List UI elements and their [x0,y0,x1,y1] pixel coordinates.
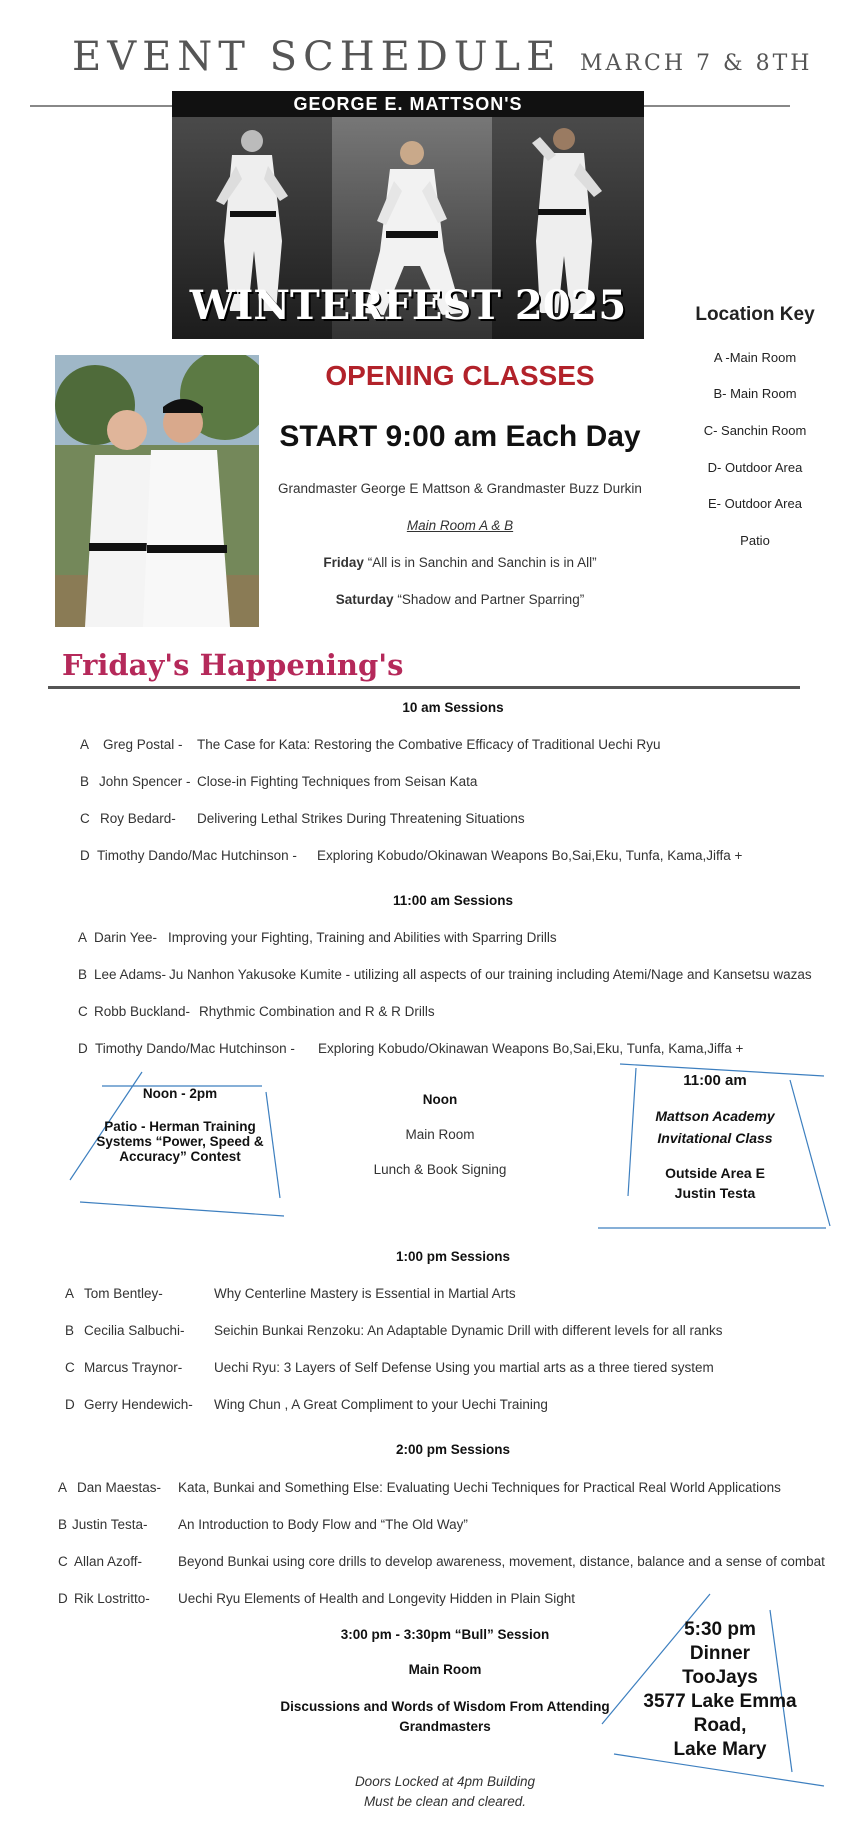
dinner-label: Dinner [689,1643,751,1664]
session-heading-1pm: 1:00 pm Sessions [395,1249,511,1264]
session-topic: Rhythmic Combination and R & R Drills [199,1004,435,1019]
session-presenter: Roy Bedard- [100,811,176,826]
session-location: A [78,930,88,945]
dinner-address-1: 3577 Lake Emma Road, [643,1691,797,1736]
location-key-item: Patio [740,533,770,548]
session-presenter: Cecilia Salbuchi- [84,1323,185,1338]
session-topic: Uechi Ryu Elements of Health and Longevity Hidden in Plain Sight [178,1591,575,1606]
doors-line-2: Must be clean and cleared. [363,1794,527,1809]
academy-place: Outside Area E [665,1165,765,1181]
session-location: A [80,737,90,752]
noon-patio-time: Noon - 2pm [142,1086,218,1101]
friday-label: Friday [323,555,364,570]
opening-room: Main Room A & B [406,518,514,533]
session-presenter: Darin Yee- [94,930,158,945]
session-location: C [78,1004,88,1019]
session-presenter: Marcus Traynor- [84,1360,183,1375]
location-key-item: B- Main Room [713,386,797,401]
dinner-block [630,1618,810,1762]
session-presenter: Justin Testa- [72,1517,148,1532]
location-key-title: Location Key [695,304,815,325]
session-topic: Close-in Fighting Techniques from Seisan Kata [197,774,478,789]
friday-heading: Friday's Happening's [62,648,404,682]
academy-time: 11:00 am [683,1072,747,1089]
session-location: C [65,1360,75,1375]
session-presenter: Timothy Dando/Mac Hutchinson - [97,848,297,863]
session-location: D [78,1041,88,1056]
noon-main-block [330,1092,550,1177]
session-presenter: Gerry Hendewich- [84,1397,193,1412]
noon-patio-block [95,1086,265,1164]
session-presenter: Lee Adams- [94,967,167,982]
academy-block [630,1072,800,1201]
session-topic: Improving your Fighting, Training and Abilities with Sparring Drills [168,930,557,945]
session-presenter: Greg Postal - [103,737,183,752]
session-topic: Exploring Kobudo/Okinawan Weapons Bo,Sai,Eku, Tunfa, Kama,Jiffa + [317,848,743,863]
noon-patio-text: Patio - Herman Training Systems “Power, Speed & Accuracy” Contest [96,1119,264,1164]
session-topic: Beyond Bunkai using core drills to develop awareness, movement, distance, balance and a sense of combat [178,1554,825,1569]
session-presenter: Timothy Dando/Mac Hutchinson - [95,1041,295,1056]
session-topic: Wing Chun , A Great Compliment to your Uechi Training [214,1397,548,1412]
event-date: MARCH 7 & 8TH [580,51,813,76]
location-key-item: D- Outdoor Area [707,460,803,475]
session-location: A [65,1286,75,1301]
dinner-address-2: Lake Mary [673,1739,767,1760]
session-heading-11am: 11:00 am Sessions [392,893,514,908]
session-presenter: Tom Bentley- [84,1286,163,1301]
session-location: B [58,1517,68,1532]
session-topic: Kata, Bunkai and Something Else: Evaluating Uechi Techniques for Practical Real World Applications [178,1480,781,1495]
session-topic: Seichin Bunkai Renzoku: An Adaptable Dynamic Drill with different levels for all ranks [214,1323,723,1338]
session-presenter: John Spencer - [99,774,191,789]
session-location: B [65,1323,75,1338]
session-topic: Why Centerline Mastery is Essential in Martial Arts [214,1286,516,1301]
bull-session-title: 3:00 pm - 3:30pm “Bull” Session [340,1627,550,1642]
session-location: B [80,774,90,789]
bull-session-text: Discussions and Words of Wisdom From Attending Grandmasters [280,1699,610,1734]
session-presenter: Dan Maestas- [77,1480,162,1495]
session-presenter: Allan Azoff- [74,1554,143,1569]
session-topic: The Case for Kata: Restoring the Combative Efficacy of Traditional Uechi Ryu [197,737,661,752]
noon-main-room: Main Room [405,1127,475,1142]
start-time: START 9:00 am Each Day [279,420,641,453]
session-location: A [58,1480,68,1495]
dinner-time: 5:30 pm [684,1619,756,1640]
session-topic: An Introduction to Body Flow and “The Old Way” [178,1517,468,1532]
opening-classes-title: OPENING CLASSES [325,360,595,391]
session-topic: Exploring Kobudo/Okinawan Weapons Bo,Sai,Eku, Tunfa, Kama,Jiffa + [318,1041,744,1056]
banner-top-text: GEORGE E. MATTSON'S [172,91,644,117]
saturday-theme: “Shadow and Partner Sparring” [397,592,585,607]
noon-main-time: Noon [422,1092,458,1107]
academy-person: Justin Testa [674,1185,756,1201]
session-location: D [58,1591,68,1606]
bull-session-room: Main Room [408,1662,482,1677]
session-presenter: Robb Buckland- [94,1004,191,1019]
session-location: D [65,1397,75,1412]
location-key-item: E- Outdoor Area [708,496,802,511]
title-text: EVENT SCHEDULE [72,34,562,80]
location-key-item: A -Main Room [713,350,797,365]
session-location: D [80,848,90,863]
academy-title: Mattson Academy Invitational Class [655,1108,775,1146]
dinner-place: TooJays [682,1667,758,1688]
session-location: C [58,1554,68,1569]
noon-main-text: Lunch & Book Signing [373,1162,507,1177]
session-topic: Ju Nanhon Yakusoke Kumite - utilizing all aspects of our training including Atemi/Nage and Kansetsu wazas [169,967,812,982]
session-topic: Uechi Ryu: 3 Layers of Self Defense Using you martial arts as a three tiered system [214,1360,714,1375]
session-location: B [78,967,88,982]
doors-line-1: Doors Locked at 4pm Building [354,1774,536,1789]
opening-instructors: Grandmaster George E Mattson & Grandmaster Buzz Durkin [278,481,642,496]
saturday-label: Saturday [335,592,394,607]
location-key-item: C- Sanchin Room [703,423,807,438]
friday-theme: “All is in Sanchin and Sanchin is in All” [367,555,597,570]
session-heading-2pm: 2:00 pm Sessions [395,1442,511,1457]
session-location: C [80,811,90,826]
session-topic: Delivering Lethal Strikes During Threatening Situations [197,811,525,826]
doors-note [270,1772,620,1812]
session-presenter: Rik Lostritto- [74,1591,150,1606]
banner-title: WINTERFEST 2025 [189,282,627,329]
session-heading-10am: 10 am Sessions [402,700,504,715]
bull-session-block [270,1627,620,1737]
